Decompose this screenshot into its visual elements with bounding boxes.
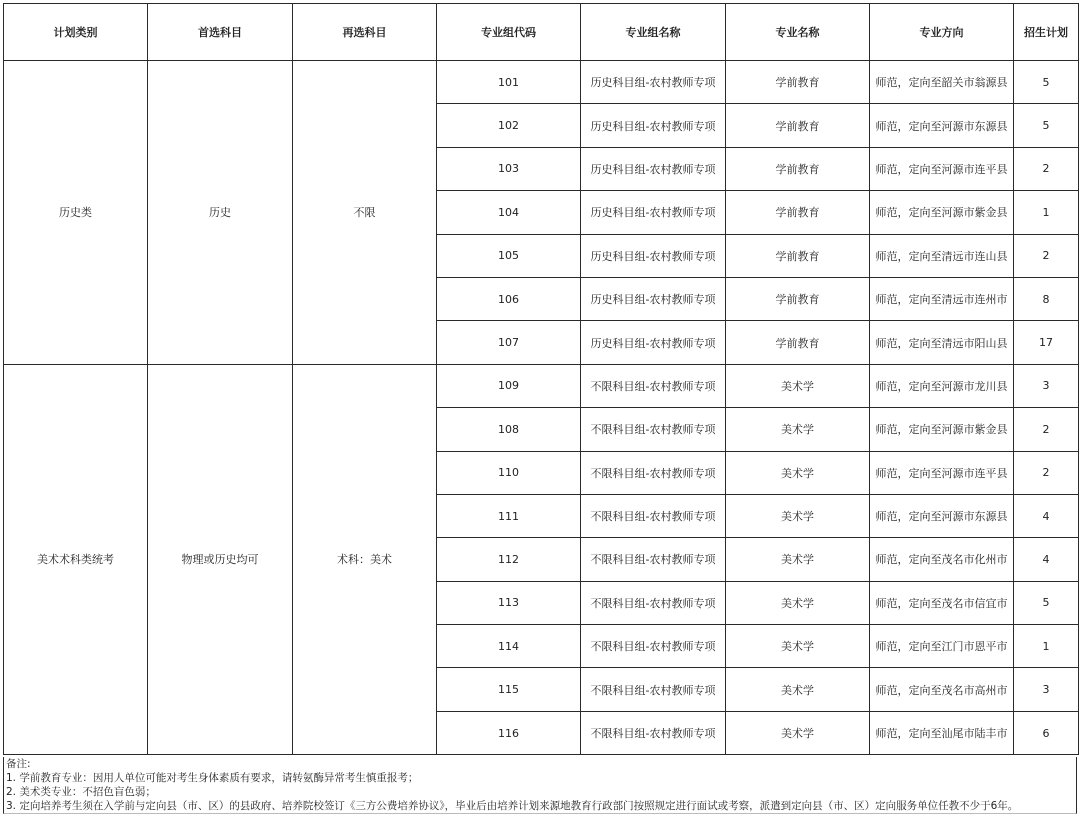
group-code-cell: 114 xyxy=(437,625,581,668)
group-name-cell: 不限科目组-农村教师专项 xyxy=(581,581,726,624)
group-code-cell: 116 xyxy=(437,711,581,754)
major-cell: 美术学 xyxy=(726,451,870,494)
table-row xyxy=(4,364,1079,407)
direction-cell: 师范，定向至河源市龙川县 xyxy=(870,364,1014,407)
group-code-cell: 112 xyxy=(437,538,581,581)
major-cell: 学前教育 xyxy=(726,234,870,277)
group-code-cell: 113 xyxy=(437,581,581,624)
group-name-cell: 不限科目组-农村教师专项 xyxy=(581,408,726,451)
plan-cell: 6 xyxy=(1014,711,1079,754)
plan-cell: 1 xyxy=(1014,625,1079,668)
plan-cell: 5 xyxy=(1014,581,1079,624)
note-item: 3. 定向培养考生须在入学前与定向县（市、区）的县政府、培养院校签订《三方公费培养协议》，毕业后由培养计划来源地教育行政部门按照规定进行面试或考察，派遣到定向县（市、区）定向服务单位任教不少于6年。 xyxy=(6,800,1019,812)
major-cell: 学前教育 xyxy=(726,104,870,147)
direction-cell: 师范，定向至河源市东源县 xyxy=(870,104,1014,147)
group-name-cell: 不限科目组-农村教师专项 xyxy=(581,668,726,711)
col-header-group-code: 专业组代码 xyxy=(437,4,581,61)
second-subject-cell: 不限 xyxy=(293,61,437,365)
group-code-cell: 104 xyxy=(437,191,581,234)
group-name-cell: 历史科目组-农村教师专项 xyxy=(581,104,726,147)
table-row xyxy=(4,61,1079,104)
major-cell: 学前教育 xyxy=(726,277,870,320)
table-body xyxy=(4,61,1079,755)
major-cell: 美术学 xyxy=(726,625,870,668)
col-header-major: 专业名称 xyxy=(726,4,870,61)
direction-cell: 师范，定向至江门市恩平市 xyxy=(870,625,1014,668)
plan-cell: 17 xyxy=(1014,321,1079,364)
plan-cell: 4 xyxy=(1014,494,1079,537)
group-name-cell: 历史科目组-农村教师专项 xyxy=(581,321,726,364)
second-subject-cell: 术科：美术 xyxy=(293,364,437,755)
direction-cell: 师范，定向至清远市阳山县 xyxy=(870,321,1014,364)
group-name-cell: 不限科目组-农村教师专项 xyxy=(581,538,726,581)
plan-cell: 2 xyxy=(1014,234,1079,277)
plan-cell: 3 xyxy=(1014,364,1079,407)
direction-cell: 师范，定向至茂名市高州市 xyxy=(870,668,1014,711)
major-cell: 学前教育 xyxy=(726,191,870,234)
col-header-second-subject: 再选科目 xyxy=(293,4,437,61)
major-cell: 美术学 xyxy=(726,581,870,624)
direction-cell: 师范，定向至河源市紫金县 xyxy=(870,408,1014,451)
group-code-cell: 109 xyxy=(437,364,581,407)
group-name-cell: 不限科目组-农村教师专项 xyxy=(581,494,726,537)
plan-cell: 5 xyxy=(1014,61,1079,104)
plan-cell: 4 xyxy=(1014,538,1079,581)
group-code-cell: 108 xyxy=(437,408,581,451)
category-cell: 历史类 xyxy=(4,61,148,365)
major-cell: 学前教育 xyxy=(726,147,870,190)
plan-cell: 2 xyxy=(1014,147,1079,190)
group-code-cell: 103 xyxy=(437,147,581,190)
group-name-cell: 历史科目组-农村教师专项 xyxy=(581,277,726,320)
direction-cell: 师范，定向至河源市紫金县 xyxy=(870,191,1014,234)
first-subject-cell: 物理或历史均可 xyxy=(148,364,293,755)
group-name-cell: 历史科目组-农村教师专项 xyxy=(581,61,726,104)
plan-cell: 5 xyxy=(1014,104,1079,147)
col-header-group-name: 专业组名称 xyxy=(581,4,726,61)
plan-cell: 2 xyxy=(1014,408,1079,451)
plan-cell: 2 xyxy=(1014,451,1079,494)
group-name-cell: 历史科目组-农村教师专项 xyxy=(581,191,726,234)
category-cell: 美术术科类统考 xyxy=(4,364,148,755)
notes-section xyxy=(3,757,1077,814)
plan-cell: 8 xyxy=(1014,277,1079,320)
group-code-cell: 110 xyxy=(437,451,581,494)
col-header-plan: 招生计划 xyxy=(1014,4,1079,61)
group-name-cell: 不限科目组-农村教师专项 xyxy=(581,711,726,754)
major-cell: 美术学 xyxy=(726,408,870,451)
major-cell: 美术学 xyxy=(726,668,870,711)
group-code-cell: 101 xyxy=(437,61,581,104)
group-name-cell: 不限科目组-农村教师专项 xyxy=(581,364,726,407)
notes-title: 备注: xyxy=(6,758,31,770)
group-code-cell: 107 xyxy=(437,321,581,364)
group-code-cell: 115 xyxy=(437,668,581,711)
major-cell: 学前教育 xyxy=(726,321,870,364)
major-cell: 美术学 xyxy=(726,538,870,581)
major-cell: 美术学 xyxy=(726,364,870,407)
direction-cell: 师范，定向至河源市东源县 xyxy=(870,494,1014,537)
direction-cell: 师范，定向至茂名市化州市 xyxy=(870,538,1014,581)
direction-cell: 师范，定向至韶关市翁源县 xyxy=(870,61,1014,104)
col-header-category: 计划类别 xyxy=(4,4,148,61)
first-subject-cell: 历史 xyxy=(148,61,293,365)
direction-cell: 师范，定向至汕尾市陆丰市 xyxy=(870,711,1014,754)
col-header-first-subject: 首选科目 xyxy=(148,4,293,61)
group-name-cell: 历史科目组-农村教师专项 xyxy=(581,234,726,277)
group-code-cell: 111 xyxy=(437,494,581,537)
group-code-cell: 105 xyxy=(437,234,581,277)
note-item: 2. 美术类专业：不招色盲色弱； xyxy=(6,786,156,798)
header-row xyxy=(4,4,1079,61)
major-cell: 美术学 xyxy=(726,494,870,537)
direction-cell: 师范，定向至清远市连州市 xyxy=(870,277,1014,320)
plan-cell: 3 xyxy=(1014,668,1079,711)
major-cell: 美术学 xyxy=(726,711,870,754)
group-name-cell: 不限科目组-农村教师专项 xyxy=(581,451,726,494)
direction-cell: 师范，定向至河源市连平县 xyxy=(870,451,1014,494)
direction-cell: 师范，定向至清远市连山县 xyxy=(870,234,1014,277)
direction-cell: 师范，定向至河源市连平县 xyxy=(870,147,1014,190)
group-name-cell: 不限科目组-农村教师专项 xyxy=(581,625,726,668)
direction-cell: 师范，定向至茂名市信宜市 xyxy=(870,581,1014,624)
plan-cell: 1 xyxy=(1014,191,1079,234)
enrollment-plan-table xyxy=(3,3,1079,755)
major-cell: 学前教育 xyxy=(726,61,870,104)
col-header-direction: 专业方向 xyxy=(870,4,1014,61)
group-code-cell: 102 xyxy=(437,104,581,147)
group-name-cell: 历史科目组-农村教师专项 xyxy=(581,147,726,190)
group-code-cell: 106 xyxy=(437,277,581,320)
note-item: 1. 学前教育专业：因用人单位可能对考生身体素质有要求，请转氨酶异常考生慎重报考； xyxy=(6,772,419,784)
